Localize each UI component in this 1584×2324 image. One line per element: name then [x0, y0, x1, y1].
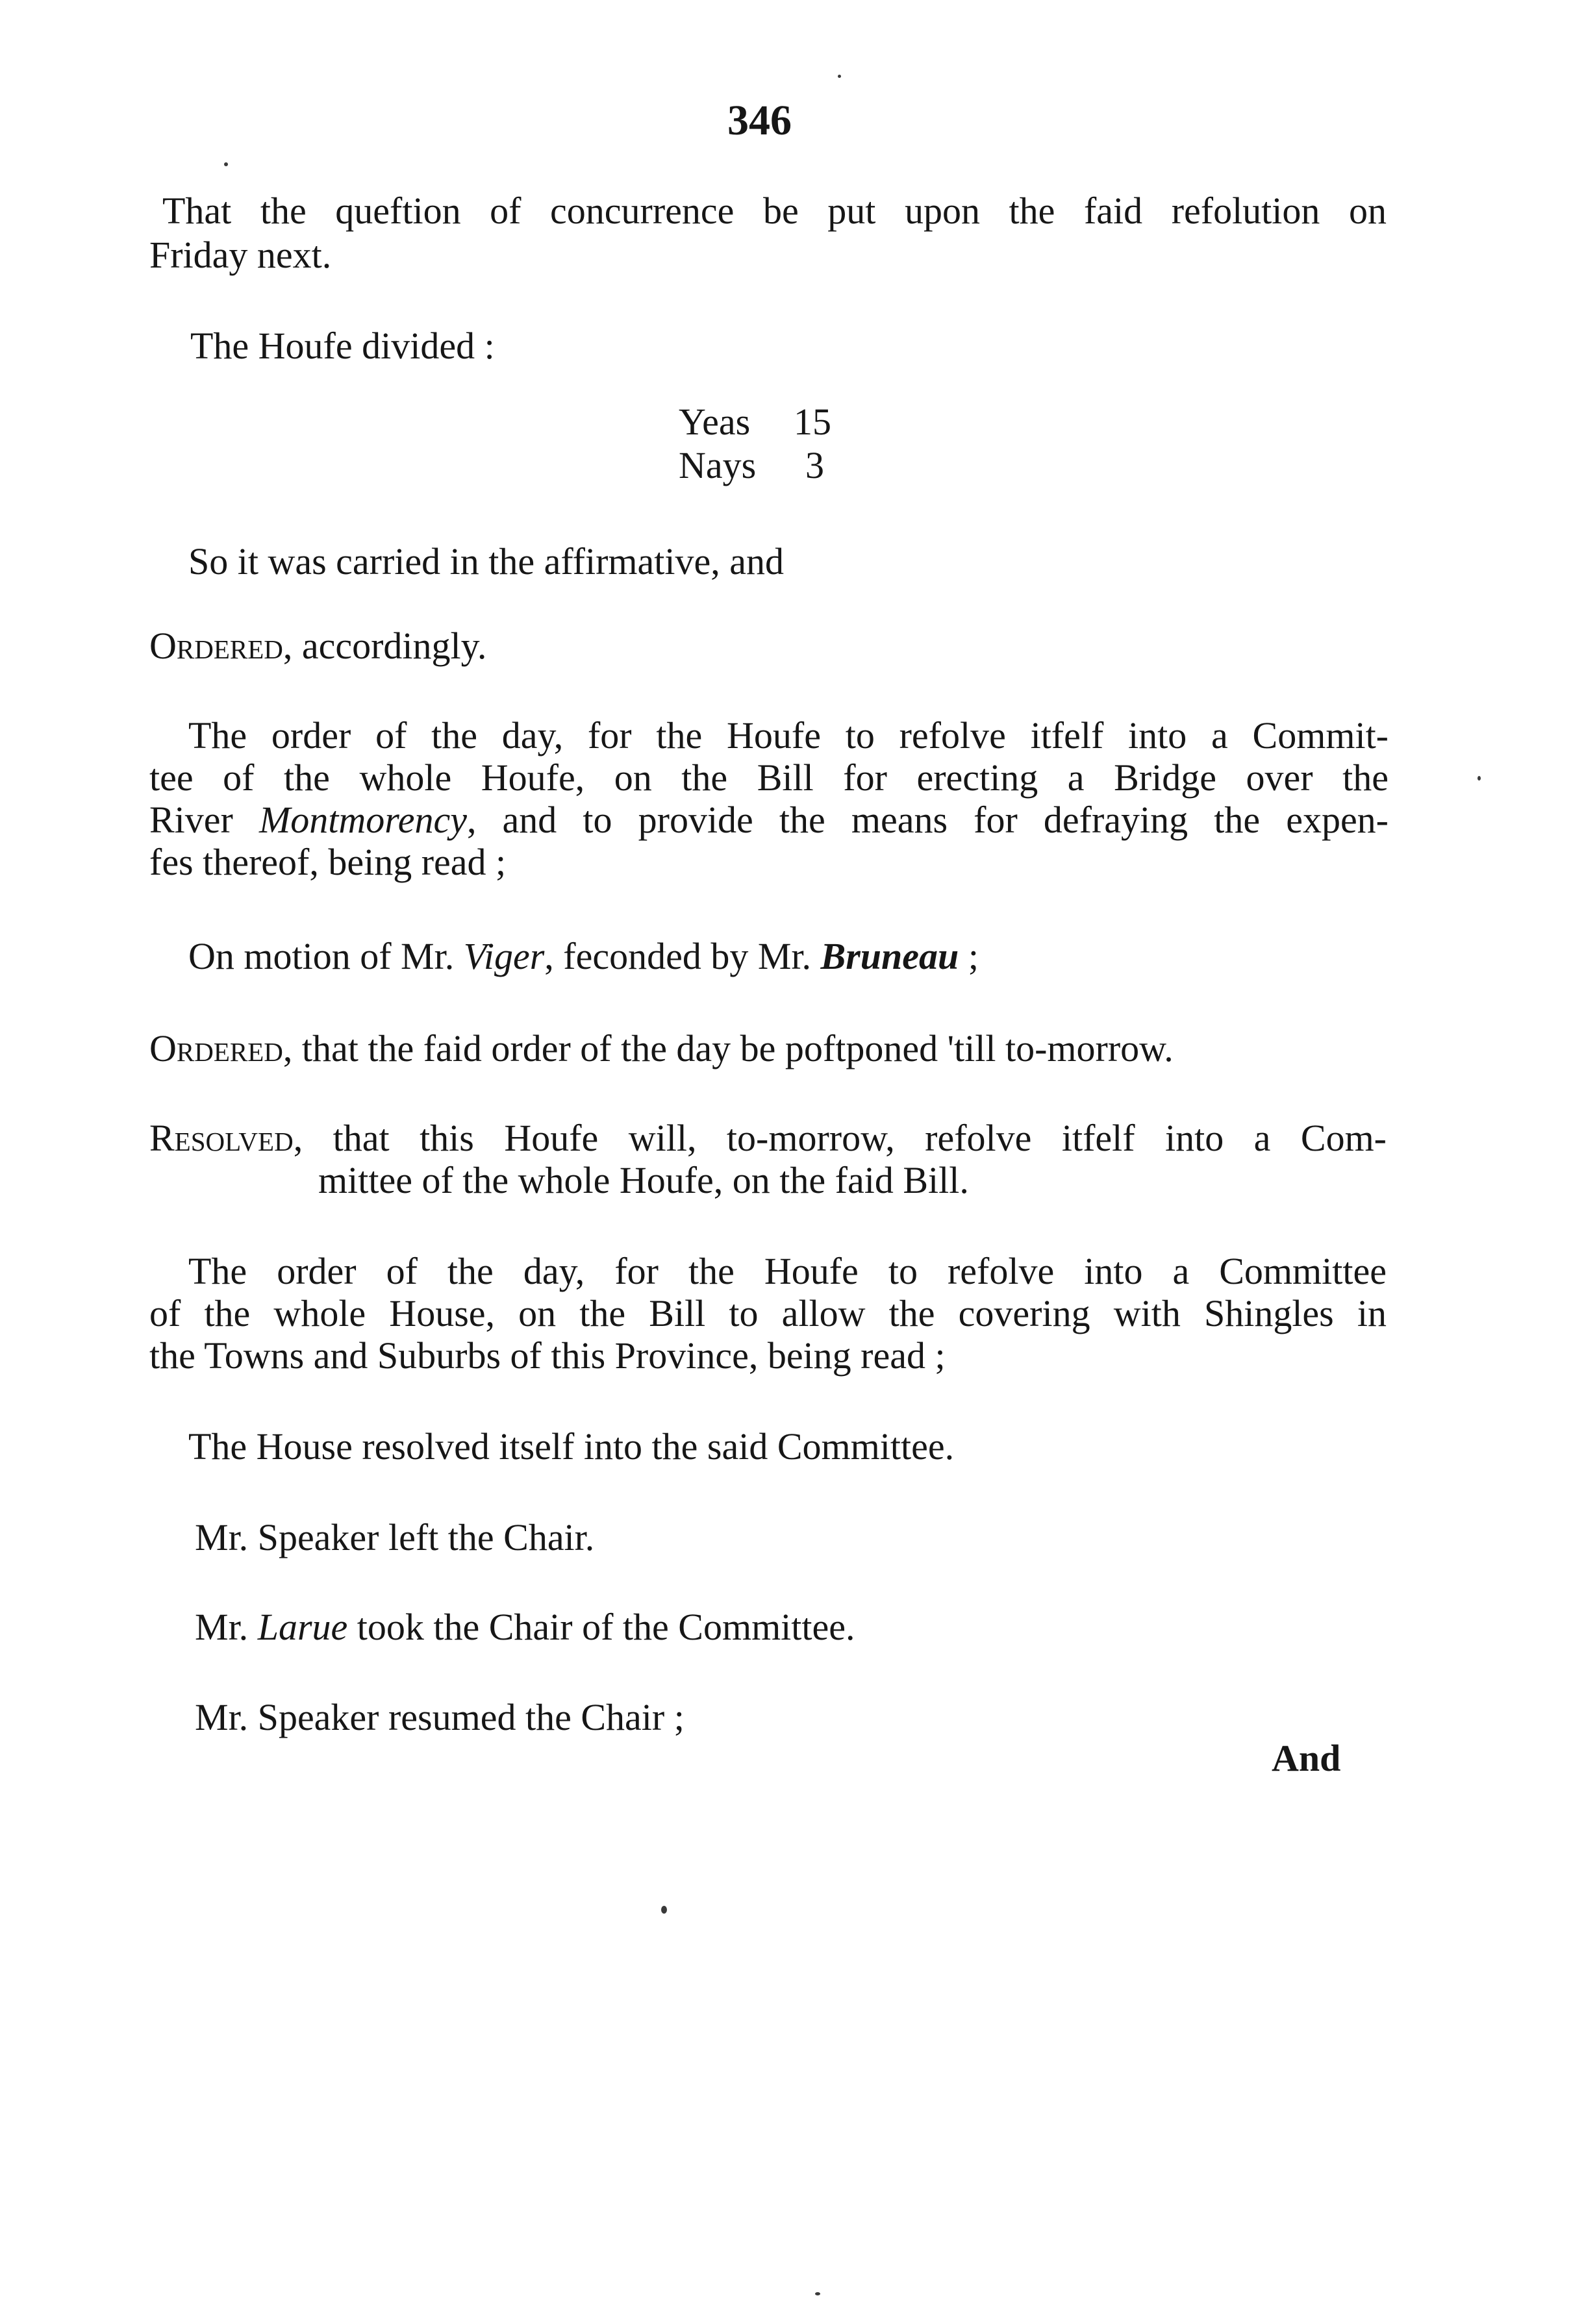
vote-count: 3 [805, 444, 824, 486]
text-line: The House resolved itself into the said Committee. [188, 1425, 955, 1468]
text-line: tee of the whole Houfe, on the Bill for erecting a Bridge over the [149, 756, 1389, 799]
text-line: Mr. Speaker left the Chair. [195, 1516, 595, 1558]
text-line: of the whole House, on the Bill to allow the covering with Shingles in [149, 1292, 1387, 1334]
text-line: Ordered, accordingly. [149, 625, 487, 667]
page-number: 346 [727, 97, 792, 144]
text-line: fes thereof, being read ; [149, 841, 507, 883]
text-line: On motion of Mr. Viger, feconded by Mr. Bruneau ; [188, 935, 979, 977]
ink-speck [838, 75, 841, 78]
catchword: And [1272, 1737, 1341, 1779]
vote-label: Nays [679, 444, 757, 486]
text-line: Mr. Larue took the Chair of the Committee. [195, 1606, 855, 1648]
text-line: Friday next. [149, 234, 332, 276]
vote-label: Yeas [679, 401, 751, 443]
text-line: The Houfe divided : [190, 325, 495, 367]
text-line: The order of the day, for the Houfe to refolve itfelf into a Commit- [188, 714, 1389, 756]
text-line: Mr. Speaker resumed the Chair ; [195, 1696, 685, 1738]
ink-speck [661, 1906, 667, 1914]
text-line: the Towns and Suburbs of this Province, being read ; [149, 1334, 946, 1377]
text-line: River Montmorency, and to provide the means for defraying the expen- [149, 799, 1389, 841]
ink-speck [224, 162, 228, 166]
text-line: Resolved, that this Houfe will, to-morrow, refolve itfelf into a Com- [149, 1117, 1387, 1159]
text-line: That the queftion of concurrence be put upon the faid refolution on [162, 190, 1387, 232]
text-line: Ordered, that the faid order of the day be poftponed 'till to-morrow. [149, 1027, 1174, 1069]
text-line: mittee of the whole Houfe, on the faid Bill. [318, 1159, 969, 1201]
ink-speck [815, 2292, 820, 2295]
text-line: The order of the day, for the Houfe to refolve into a Committee [188, 1250, 1387, 1292]
ordered-label: Ordered [149, 625, 283, 667]
ink-speck [1477, 776, 1481, 781]
text-line: So it was carried in the affirmative, and [188, 540, 784, 582]
ordered-label: Ordered [149, 1027, 283, 1069]
vote-count: 15 [794, 401, 831, 443]
resolved-label: Resolved [149, 1117, 294, 1159]
